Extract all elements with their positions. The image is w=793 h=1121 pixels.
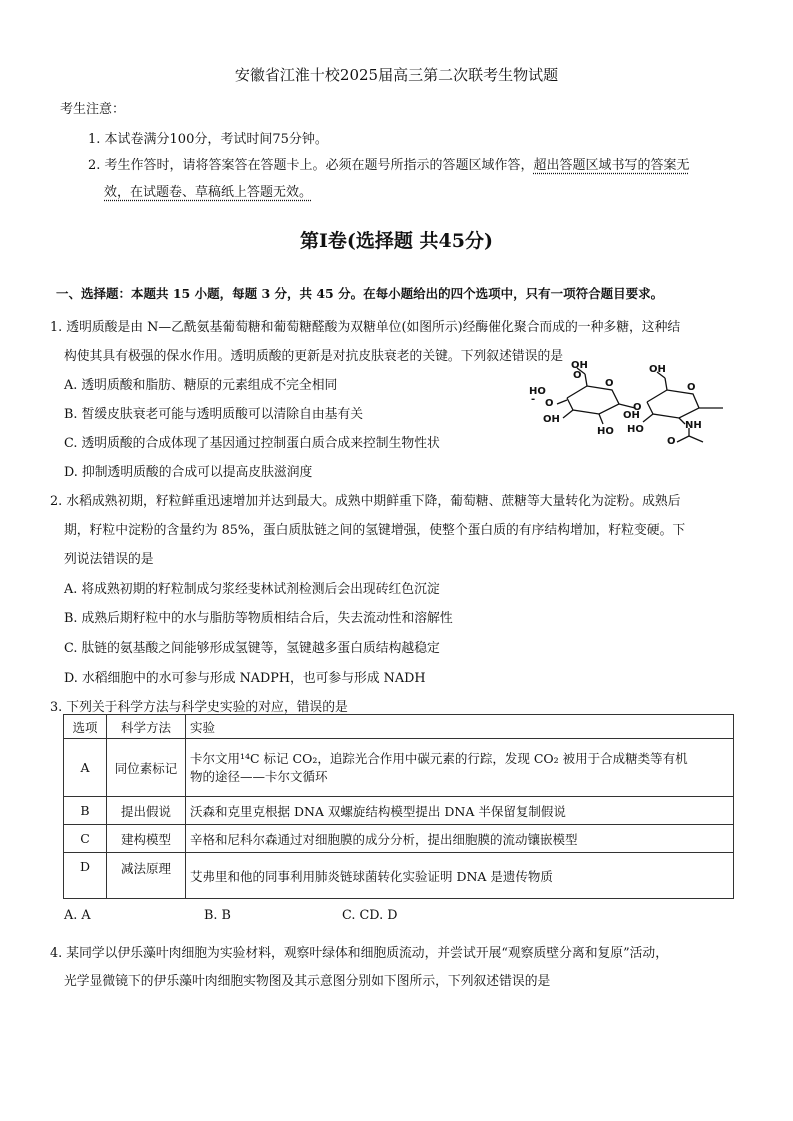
q2-line-2: 期，籽粒中淀粉的含量约为 85%，蛋白质肽链之间的氢键增强，使整个蛋白质的有序结构增加，籽粒变硬。下	[64, 523, 686, 538]
ring-1	[567, 386, 619, 414]
table-cell-experiment: 艾弗里和他的同事利用肺炎链球菌转化实验证明 DNA 是遗传物质	[186, 853, 734, 899]
q2-option-b: B. 成熟后期籽粒中的水与脂肪等物质相结合后，失去流动性和溶解性	[64, 611, 453, 626]
q2-option-a: A. 将成熟初期的籽粒制成匀浆经斐林试剂检测后会出现砖红色沉淀	[64, 582, 440, 597]
notice-item-2	[88, 154, 690, 173]
q1-line-2: 构使其具有极强的保水作用。透明质酸的更新是对抗皮肤衰老的关键。下列叙述错误的是	[64, 349, 564, 364]
fig-label-8: HO	[597, 426, 614, 437]
fig-label-14: NH	[685, 420, 702, 431]
fig-label-9: OH	[623, 410, 640, 421]
q4-line-2: 光学显微镜下的伊乐藻叶肉细胞实物图及其示意图分别如下图所示，下列叙述错误的是	[64, 974, 551, 989]
q3-answer-b: B. B	[204, 908, 231, 923]
table-header-experiment: 实验	[186, 715, 734, 739]
table-cell-experiment-line: 物的途径——卡尔文循环	[190, 768, 328, 784]
table-row	[64, 797, 734, 825]
table-cell-experiment: 辛格和尼科尔森通过对细胞膜的成分分析，提出细胞膜的流动镶嵌模型	[186, 825, 734, 853]
table-cell-method: 同位素标记	[107, 739, 186, 797]
table-header-row	[64, 715, 734, 739]
fig-label-15: O	[667, 436, 676, 446]
table-cell-method: 提出假说	[107, 797, 186, 825]
notice-item-2-emphasis: 超出答题区域书写的答案无	[533, 158, 690, 173]
table-cell-method: 建构模型	[107, 825, 186, 853]
table-row	[64, 853, 734, 899]
fig-label-10: O	[633, 402, 642, 413]
q1-line-1: 1. 透明质酸是由 N—乙酰氨基葡萄糖和葡萄糖醛酸为双糖单位(如图所示)经酶催化聚合而成的一种多糖，这种结	[50, 320, 681, 335]
part-one-heading: 一、选择题：本题共 15 小题，每题 3 分，共 45 分。在每小题给出的四个选项中，只有一项符合题目要求。	[56, 286, 664, 301]
table-header-method: 科学方法	[107, 715, 186, 739]
table-cell-experiment-line: 卡尔文用¹⁴C 标记 CO₂，追踪光合作用中碳元素的行踪，发现 CO₂ 被用于合成糖类等有机	[190, 750, 688, 766]
fig-label-3: -	[531, 394, 536, 405]
table-cell-method: 减法原理	[107, 853, 186, 899]
notice-item-2-text: 2. 考生作答时，请将答案答在答题卡上。必须在题号所指示的答题区域作答，	[88, 158, 534, 173]
ring-2	[647, 390, 699, 418]
q3-table	[63, 714, 734, 899]
q1-option-b: B. 皙缓皮肤衰老可能与透明质酸可以清除自由基有关	[64, 407, 364, 422]
fig-label-13: HO	[627, 424, 644, 435]
q2-line-1: 2. 水稻成熟初期，籽粒鲜重迅速增加并达到最大。成熟中期鲜重下降，葡萄糖、蔗糖等大量转化为淀粉。成熟后	[50, 494, 681, 509]
q3-stem: 3. 下列关于科学方法与科学史实验的对应，错误的是	[50, 700, 348, 715]
q3-answer-cd: C. CD. D	[342, 908, 398, 923]
page-title: 安徽省江淮十校2025届高三第二次联考生物试题	[234, 66, 559, 84]
table-cell-experiment	[186, 739, 734, 797]
table-cell-option: A	[64, 739, 107, 797]
q2-option-c: C. 肽链的氨基酸之间能够形成氢键等，氢键越多蛋白质结构越稳定	[64, 641, 440, 656]
notice-item-1: 1. 本试卷满分100分，考试时间75分钟。	[88, 132, 328, 147]
notice-heading: 考生注意：	[60, 102, 126, 117]
fig-label-1: OH	[571, 360, 588, 371]
table-cell-option: B	[64, 797, 107, 825]
q1-option-c: C. 透明质酸的合成体现了基因通过控制蛋白质合成来控制生物性状	[64, 436, 440, 451]
hyaluronic-acid-structure	[527, 360, 743, 446]
fig-label-6: OH	[543, 414, 560, 425]
q1-option-d: D. 抑制透明质酸的合成可以提高皮肤滋润度	[64, 465, 313, 480]
table-cell-option: C	[64, 825, 107, 853]
section-title: 第Ⅰ卷(选择题 共45分)	[300, 230, 493, 252]
table-cell-experiment: 沃森和克里克根据 DNA 双螺旋结构模型提出 DNA 半保留复制假说	[186, 797, 734, 825]
q2-line-3: 列说法错误的是	[64, 552, 154, 567]
fig-label-12: OH	[649, 364, 666, 375]
notice-item-2-cont: 效，在试题卷、草稿纸上答题无效。	[104, 185, 313, 200]
fig-label-11: O	[687, 382, 696, 393]
q3-answer-a: A. A	[64, 908, 91, 923]
q2-option-d: D. 水稻细胞中的水可参与形成 NADPH，也可参与形成 NADH	[64, 671, 426, 686]
fig-label-7: HO	[529, 386, 546, 397]
q1-option-a: A. 透明质酸和脂肪、糖原的元素组成不完全相同	[64, 378, 338, 393]
table-row	[64, 825, 734, 853]
table-header-option: 选项	[64, 715, 107, 739]
fig-label-5: O	[605, 378, 614, 389]
q4-line-1: 4. 某同学以伊乐藻叶肉细胞为实验材料，观察叶绿体和细胞质流动，并尝试开展“观察质壁分离和复原”活动，	[50, 946, 669, 961]
fig-label-4: O	[545, 398, 554, 409]
fig-label-2: O	[573, 370, 582, 381]
table-cell-option: D	[64, 853, 107, 899]
table-row	[64, 739, 734, 797]
